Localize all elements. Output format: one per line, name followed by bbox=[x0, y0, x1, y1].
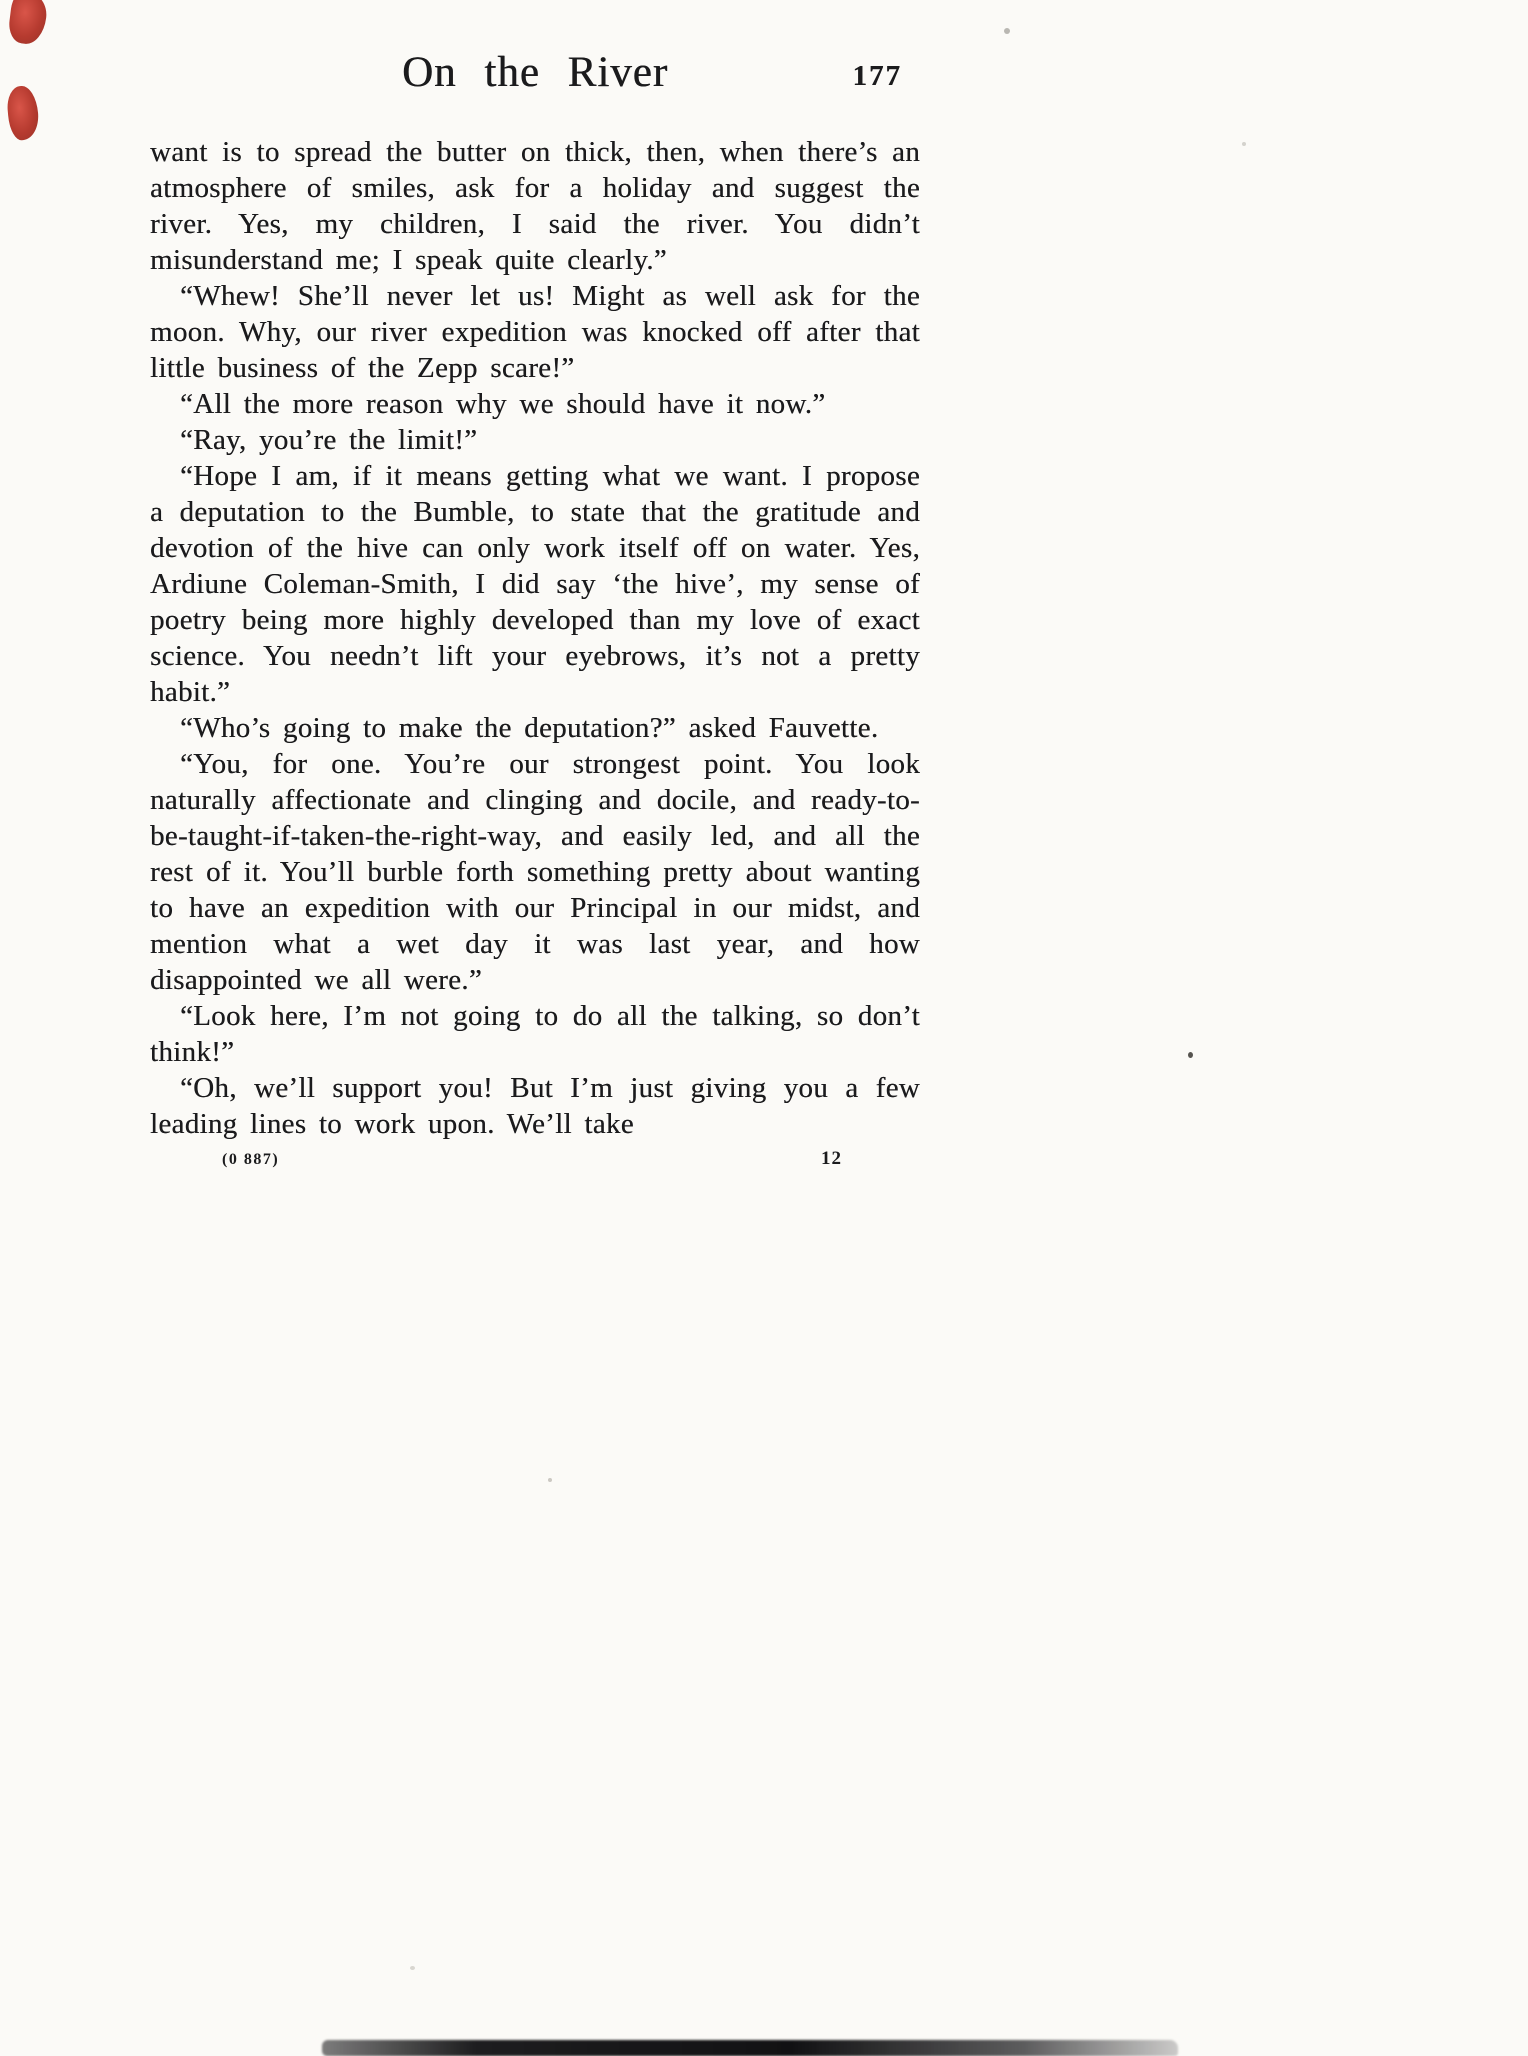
scan-speck bbox=[1004, 28, 1010, 34]
scan-speck bbox=[1242, 142, 1246, 146]
page-number: 177 bbox=[852, 60, 902, 92]
red-margin-mark bbox=[6, 85, 41, 141]
page-body bbox=[150, 134, 920, 1142]
paragraph: “Oh, we’ll support you! But I’m just giving you a few leading lines to work upon. We’ll take bbox=[150, 1072, 920, 1140]
page-header bbox=[150, 48, 920, 110]
signature-number: 12 bbox=[821, 1148, 842, 1169]
scan-edge-artifact bbox=[322, 2040, 1178, 2056]
paragraph: “Whew! She’ll never let us! Might as well ask for the moon. Why, our river expedition was knocked off after that little business of the Zepp scare!” bbox=[150, 280, 920, 384]
printer-mark: (0 887) bbox=[222, 1151, 280, 1168]
paragraph: “Who’s going to make the deputation?” asked Fauvette. bbox=[180, 712, 879, 744]
paragraph: “Hope I am, if it means getting what we want. I propose a deputation to the Bumble, to state that the gratitude and devotion of the hive can only work itself off on water. Yes, Ardiune Coleman-Smith, I did say ‘the hive’, my sense of poetry being more highly developed than my love of exact science. You needn’t lift your eyebrows, it’s not a pretty habit.” bbox=[150, 460, 920, 708]
scan-speck bbox=[410, 1966, 415, 1970]
scan-speck bbox=[548, 1478, 552, 1482]
page-footer bbox=[150, 1148, 920, 1170]
text-column bbox=[150, 48, 920, 1170]
scan-speck bbox=[1188, 1052, 1193, 1058]
red-margin-mark bbox=[7, 0, 49, 46]
paragraph: “You, for one. You’re our strongest point. You look naturally affectionate and clinging and docile, and ready-to-be-taught-if-taken-the-right-way, and easily led, and all the rest of it. You’ll burble forth something pretty about wanting to have an expedition with our Principal in our midst, and mention what a wet day it was last year, and how disappointed we all were.” bbox=[150, 748, 920, 996]
paragraph: “Ray, you’re the limit!” bbox=[180, 424, 478, 456]
running-title: On the River bbox=[401, 49, 669, 96]
paragraph: want is to spread the butter on thick, then, when there’s an atmosphere of smiles, ask for a holiday and suggest the river. Yes, my children, I said the river. You didn’t misunderstand me; I speak quite clearly.” bbox=[150, 136, 920, 276]
paragraph: “Look here, I’m not going to do all the talking, so don’t think!” bbox=[150, 1000, 920, 1068]
paragraph: “All the more reason why we should have it now.” bbox=[180, 388, 826, 420]
